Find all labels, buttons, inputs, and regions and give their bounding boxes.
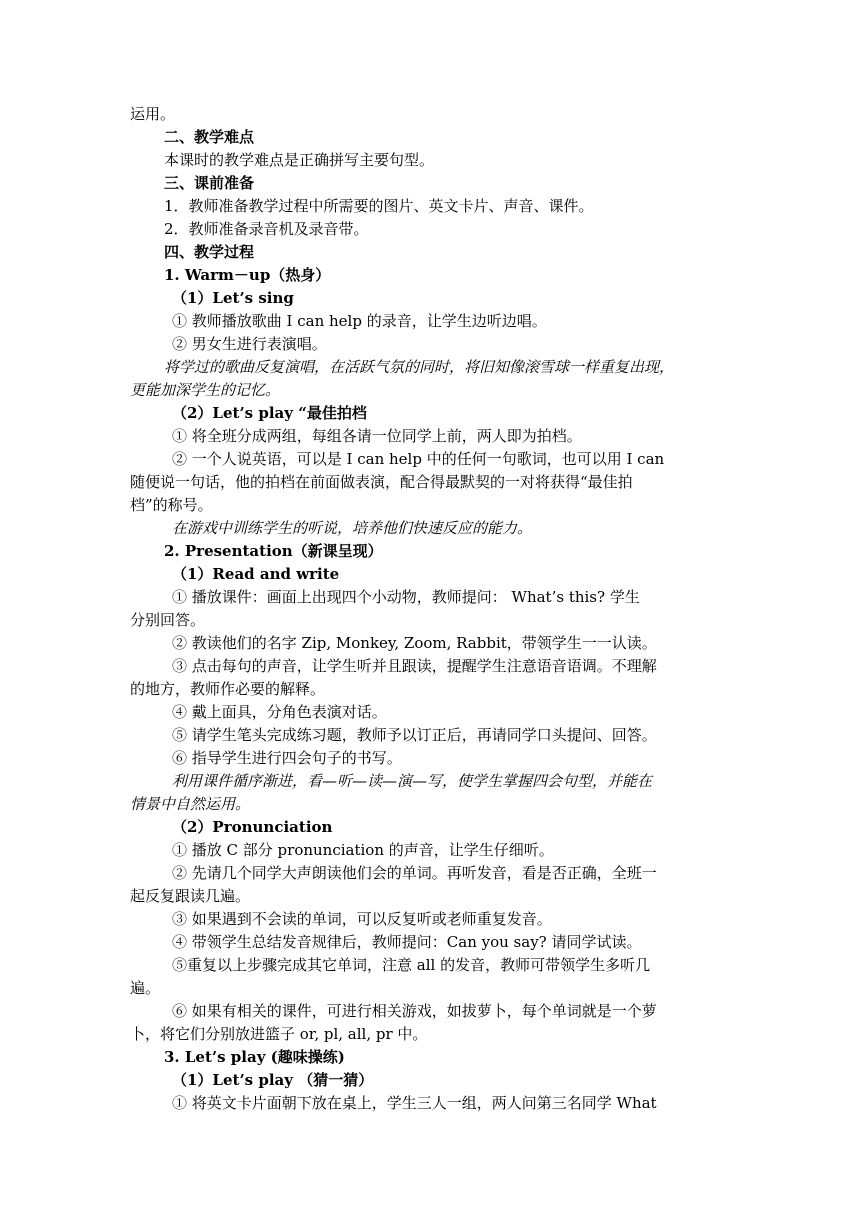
text-line: ① 播放 C 部分 pronunciation 的声音，让学生仔细听。 <box>172 841 554 859</box>
text-line: ④ 戴上面具，分角色表演对话。 <box>172 703 387 721</box>
subsection-heading: 3. Let’s play (趣味操练) <box>164 1048 345 1066</box>
activity-heading: （2）Let’s play “最佳拍档 <box>172 404 367 422</box>
text-line: ② 教读他们的名字 Zip, Monkey, Zoom, Rabbit，带领学生一一认读。 <box>172 634 657 652</box>
activity-heading: （2）Pronunciation <box>172 818 333 836</box>
text-line: 起反复跟读几遍。 <box>130 887 251 905</box>
activity-heading: （1）Let’s sing <box>172 289 294 307</box>
text-line: ② 男女生进行表演唱。 <box>172 335 327 353</box>
text-line: 随便说一句话，他的拍档在前面做表演，配合得最默契的一对将获得“最佳拍 <box>130 473 633 491</box>
activity-heading: （1）Read and write <box>172 565 340 583</box>
text-line: 档”的称号。 <box>130 496 213 514</box>
text-line: 1．教师准备教学过程中所需要的图片、英文卡片、声音、课件。 <box>164 197 594 215</box>
text-line: 分别回答。 <box>130 611 206 629</box>
text-line: 本课时的教学难点是正确拼写主要句型。 <box>164 151 435 169</box>
text-line: ② 先请几个同学大声朗读他们会的单词。再听发音，看是否正确，全班一 <box>172 864 657 882</box>
text-line: ① 将英文卡片面朝下放在桌上，学生三人一组，两人问第三名同学 What <box>172 1094 657 1112</box>
text-line: 卜，将它们分别放进篮子 or, pl, all, pr 中。 <box>130 1025 428 1043</box>
text-line: ⑥ 指导学生进行四会句子的书写。 <box>172 749 402 767</box>
subsection-heading: 1. Warm－up（热身） <box>164 266 331 284</box>
text-line: ① 教师播放歌曲 I can help 的录音，让学生边听边唱。 <box>172 312 547 330</box>
text-line: 遍。 <box>130 979 161 997</box>
text-line: ③ 如果遇到不会读的单词，可以反复听或老师重复发音。 <box>172 910 552 928</box>
subsection-heading: 2. Presentation（新课呈现） <box>164 542 383 560</box>
text-line: ③ 点击每句的声音，让学生听并且跟读，提醒学生注意语音语调。不理解 <box>172 657 657 675</box>
text-line: 运用。 <box>130 105 176 123</box>
text-line: ① 播放课件：画面上出现四个小动物，教师提问： What’s this? 学生 <box>172 588 640 606</box>
note-line: 在游戏中训练学生的听说，培养他们快速反应的能力。 <box>172 519 533 537</box>
activity-heading: （1）Let’s play （猜一猜） <box>172 1071 374 1089</box>
text-line: ⑥ 如果有相关的课件，可进行相关游戏，如拔萝卜，每个单词就是一个萝 <box>172 1002 657 1020</box>
section-heading: 四、教学过程 <box>164 243 255 261</box>
note-line: 情景中自然运用。 <box>130 795 251 813</box>
text-line: ⑤ 请学生笔头完成练习题，教师予以订正后，再请同学口头提问、回答。 <box>172 726 657 744</box>
text-line: 2．教师准备录音机及录音带。 <box>164 220 369 238</box>
text-line: ① 将全班分成两组，每组各请一位同学上前，两人即为拍档。 <box>172 427 582 445</box>
text-line: ② 一个人说英语，可以是 I can help 中的任何一句歌词，也可以用 I can <box>172 450 665 468</box>
note-line: 更能加深学生的记忆。 <box>130 381 281 399</box>
text-line: ④ 带领学生总结发音规律后，教师提问：Can you say? 请同学试读。 <box>172 933 642 951</box>
note-line: 利用课件循序渐进，看—听—读—演—写，使学生掌握四会句型，并能在 <box>172 772 653 790</box>
text-line: ⑤重复以上步骤完成其它单词，注意 all 的发音，教师可带领学生多听几 <box>172 956 651 974</box>
section-heading: 三、课前准备 <box>164 174 255 192</box>
section-heading: 二、教学难点 <box>164 128 255 146</box>
note-line: 将学过的歌曲反复演唱，在活跃气氛的同时，将旧知像滚雪球一样重复出现， <box>164 358 675 376</box>
text-line: 的地方，教师作必要的解释。 <box>130 680 326 698</box>
